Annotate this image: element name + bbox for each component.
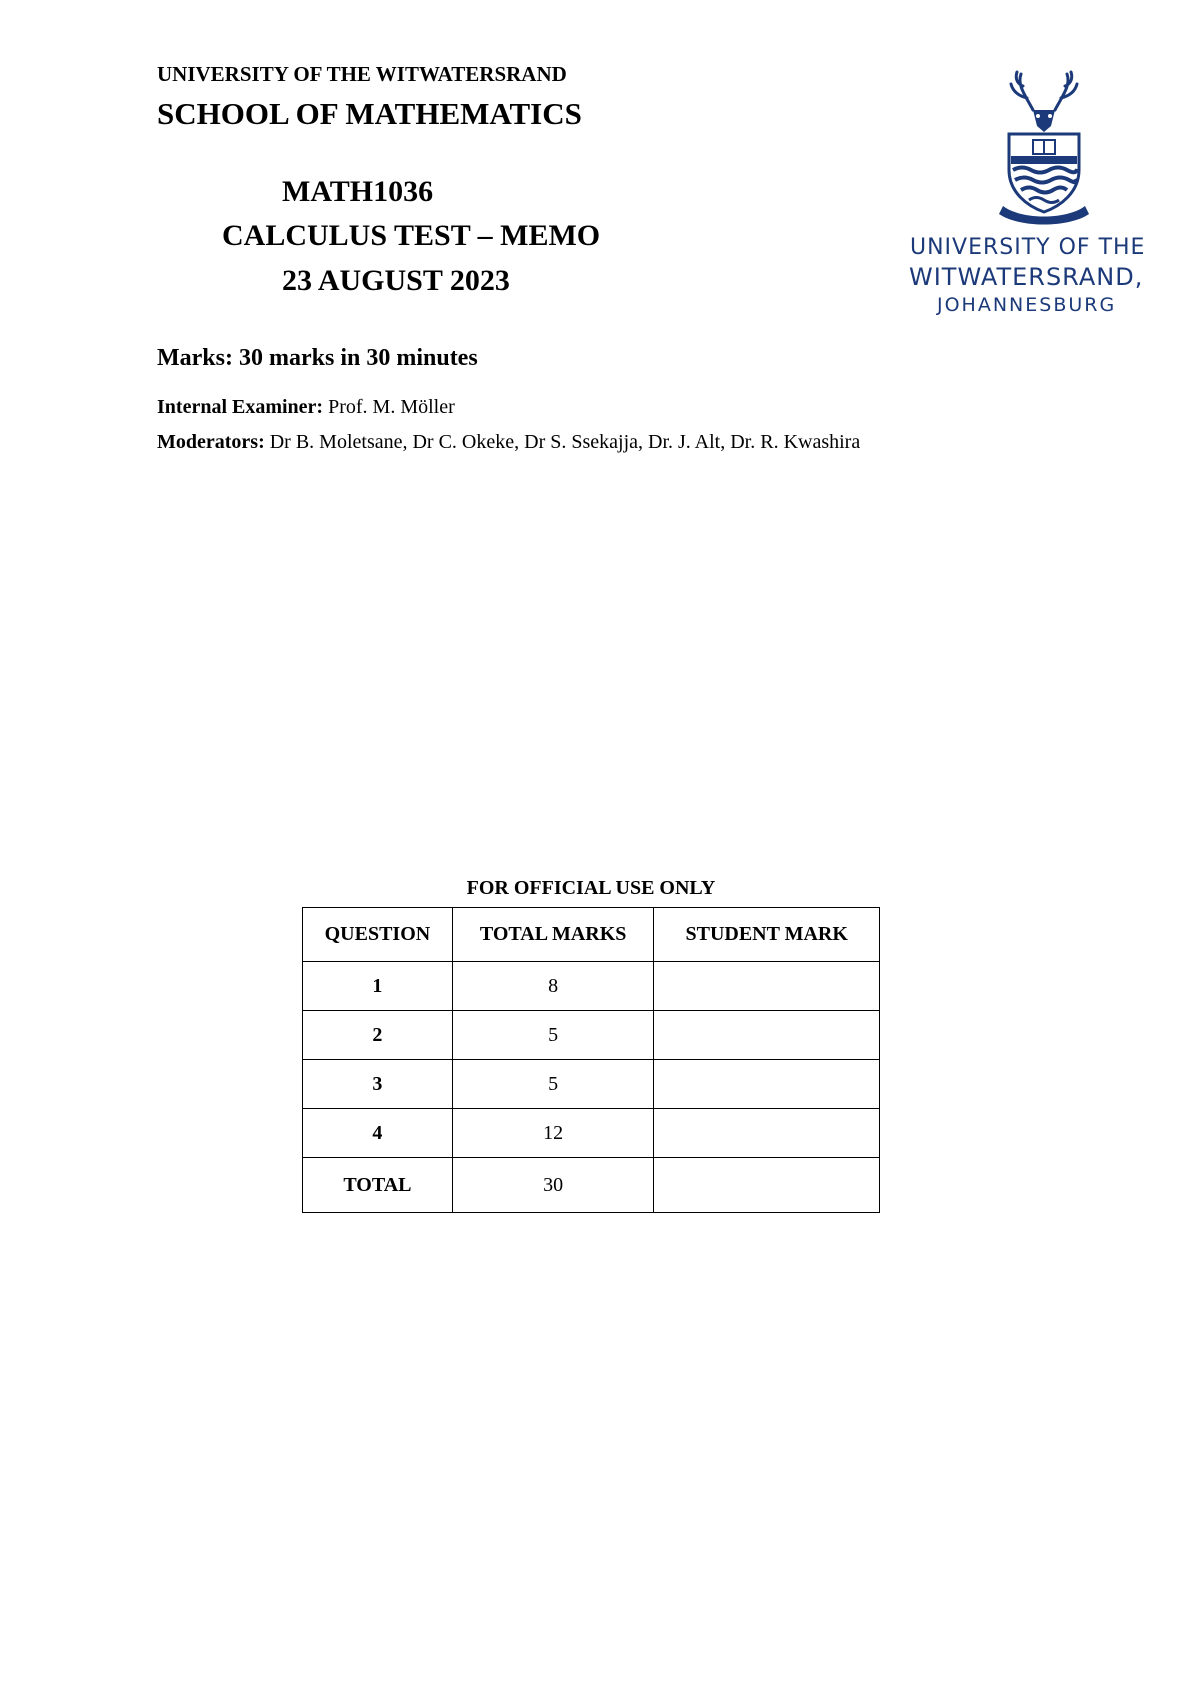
student-mark-cell	[654, 1109, 880, 1158]
internal-examiner	[157, 396, 455, 419]
moderators-label: Moderators:	[157, 431, 265, 453]
table-row	[303, 962, 880, 1011]
column-header-question: QUESTION	[303, 908, 453, 962]
course-code: MATH1036	[282, 175, 434, 208]
table-total-row	[303, 1158, 880, 1213]
student-mark-cell	[654, 1011, 880, 1060]
student-mark-cell	[654, 1060, 880, 1109]
university-logo	[905, 70, 1190, 330]
logo-text-line3: JOHANNESBURG	[937, 294, 1117, 316]
column-header-total-marks: TOTAL MARKS	[452, 908, 654, 962]
logo-text-line1: UNIVERSITY OF THE	[910, 235, 1146, 260]
examiner-label: Internal Examiner:	[157, 396, 324, 418]
question-cell: 2	[303, 1011, 453, 1060]
question-cell: 4	[303, 1109, 453, 1158]
test-title: CALCULUS TEST – MEMO	[222, 219, 601, 252]
question-cell: 3	[303, 1060, 453, 1109]
table-header-row	[303, 908, 880, 962]
table-row	[303, 1011, 880, 1060]
moderators-value: Dr B. Moletsane, Dr C. Okeke, Dr S. Ssekajja, Dr. J. Alt, Dr. R. Kwashira	[269, 431, 861, 453]
total-marks-cell: 8	[452, 962, 654, 1011]
student-mark-cell	[654, 1158, 880, 1213]
total-marks-cell: 5	[452, 1011, 654, 1060]
total-marks-cell: 30	[452, 1158, 654, 1213]
official-use-heading: FOR OFFICIAL USE ONLY	[466, 877, 716, 899]
total-marks-cell: 5	[452, 1060, 654, 1109]
school-name: SCHOOL OF MATHEMATICS	[157, 96, 582, 131]
examiner-value: Prof. M. Möller	[328, 396, 455, 418]
table-row	[303, 1060, 880, 1109]
university-name: UNIVERSITY OF THE WITWATERSRAND	[157, 62, 567, 86]
column-header-student-mark: STUDENT MARK	[654, 908, 880, 962]
table-row	[303, 1109, 880, 1158]
total-marks-cell: 12	[452, 1109, 654, 1158]
question-cell: TOTAL	[303, 1158, 453, 1213]
marks-table	[302, 907, 880, 1213]
student-mark-cell	[654, 962, 880, 1011]
moderators	[157, 431, 860, 454]
question-cell: 1	[303, 962, 453, 1011]
test-date: 23 AUGUST 2023	[282, 264, 510, 297]
crest-icon	[905, 70, 1190, 230]
marks-info: Marks: 30 marks in 30 minutes	[157, 345, 478, 371]
logo-text-line2: WITWATERSRAND,	[909, 263, 1144, 291]
